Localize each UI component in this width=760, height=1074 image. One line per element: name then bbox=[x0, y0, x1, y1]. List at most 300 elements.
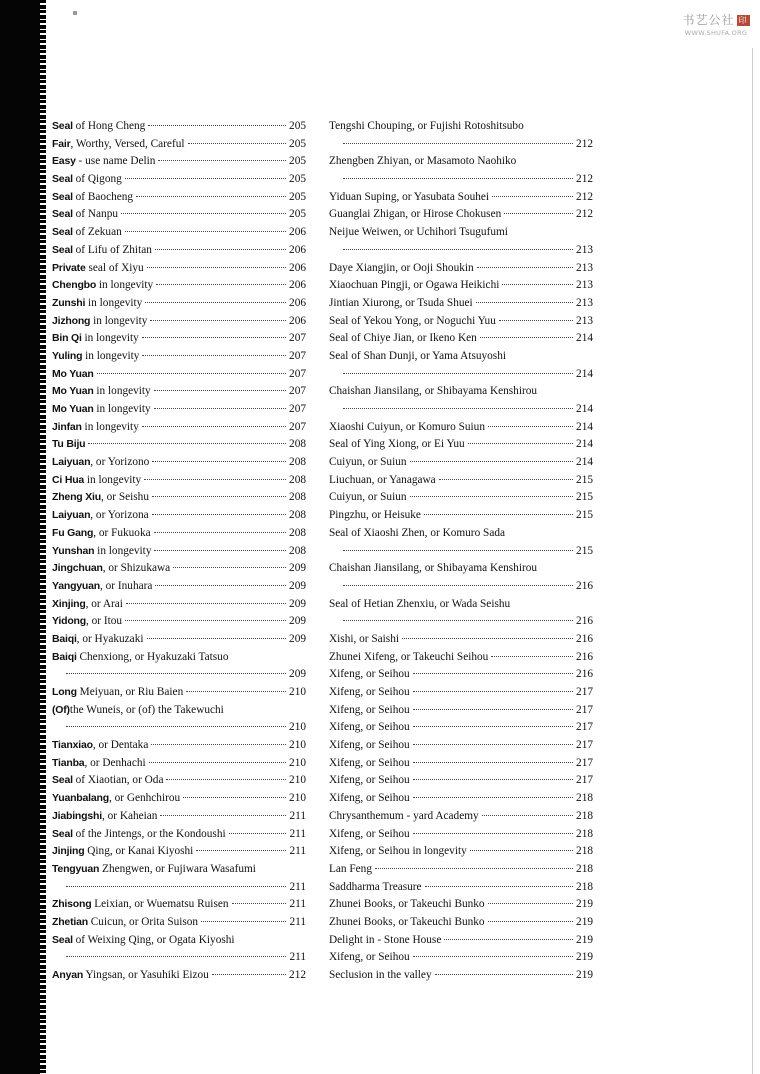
index-entry-rest: Chenxiong, or Hyakuzaki Tatsuo bbox=[76, 650, 229, 663]
index-entry-title bbox=[52, 808, 157, 826]
dot-leader bbox=[343, 408, 573, 409]
dot-leader bbox=[491, 656, 573, 657]
watermark-url: WWW.SHUFA.ORG bbox=[684, 29, 748, 37]
index-entry-title bbox=[52, 489, 149, 507]
index-entry-line bbox=[329, 224, 593, 242]
index-entry-line bbox=[329, 560, 593, 578]
dot-leader bbox=[343, 178, 573, 179]
index-entry-keyword: Seal bbox=[52, 120, 73, 132]
index-entry bbox=[52, 914, 306, 932]
index-entry-line bbox=[52, 808, 306, 826]
scan-edge bbox=[0, 0, 42, 1074]
page-number: 214 bbox=[576, 438, 593, 451]
index-entry-title: Saddharma Treasure bbox=[329, 880, 422, 893]
index-entry-title bbox=[52, 366, 94, 384]
index-entry bbox=[52, 507, 306, 525]
index-entry-title: Xifeng, or Seihou bbox=[329, 739, 410, 752]
dot-leader bbox=[121, 213, 286, 214]
index-entry bbox=[52, 932, 306, 967]
dot-leader bbox=[424, 514, 573, 515]
index-entry-title: Xifeng, or Seihou bbox=[329, 774, 410, 787]
index-entry bbox=[329, 932, 593, 950]
index-entry-title bbox=[52, 755, 146, 773]
page-number: 212 bbox=[576, 137, 593, 150]
index-entry bbox=[52, 348, 306, 366]
index-entry bbox=[52, 383, 306, 401]
index-entry-title bbox=[52, 914, 198, 932]
index-entry-title: Cuiyun, or Suiun bbox=[329, 456, 407, 469]
index-entry bbox=[329, 649, 593, 667]
dot-leader bbox=[154, 408, 286, 409]
index-entry bbox=[52, 224, 306, 242]
index-entry-rest: in longevity bbox=[81, 420, 139, 433]
page-number: 209 bbox=[289, 668, 306, 681]
index-entry bbox=[52, 489, 306, 507]
index-entry-line bbox=[329, 737, 593, 755]
index-entry-title bbox=[52, 224, 122, 242]
index-entry-line bbox=[52, 649, 306, 667]
dot-leader bbox=[482, 815, 573, 816]
index-entry-rest: , Worthy, Versed, Careful bbox=[70, 137, 185, 150]
dot-leader bbox=[160, 815, 286, 816]
dot-leader bbox=[343, 143, 573, 144]
index-entry-continuation bbox=[329, 543, 593, 561]
index-entry-title: Neijue Weiwen, or Uchihori Tsugufumi bbox=[329, 226, 508, 239]
page-number: 216 bbox=[576, 632, 593, 645]
page-number: 207 bbox=[289, 403, 306, 415]
index-entry-rest: Zhengwen, or Fujiwara Wasafumi bbox=[99, 862, 256, 875]
page-number: 210 bbox=[289, 756, 306, 769]
index-entry-rest: of Zekuan bbox=[72, 226, 122, 239]
dot-leader bbox=[155, 585, 286, 586]
index-entry bbox=[329, 330, 593, 348]
index-entry-line bbox=[52, 914, 306, 932]
index-entry-keyword: Laiyuan bbox=[52, 456, 91, 469]
page-number: 216 bbox=[576, 650, 593, 663]
index-entry-title: Jintian Xiurong, or Tsuda Shuei bbox=[329, 296, 473, 309]
index-entry-line bbox=[329, 684, 593, 702]
index-entry-continuation bbox=[52, 879, 306, 897]
dot-leader bbox=[343, 249, 573, 250]
index-entry-rest: , or Inuhara bbox=[100, 579, 153, 592]
index-entry bbox=[52, 330, 306, 348]
index-entry-line bbox=[52, 613, 306, 631]
index-entry-title: Daye Xiangjin, or Ooji Shoukin bbox=[329, 261, 474, 274]
index-entry-title bbox=[52, 118, 145, 136]
index-entry-title bbox=[52, 401, 151, 419]
page-number: 205 bbox=[289, 137, 306, 150]
index-entry-line bbox=[329, 772, 593, 790]
index-entry-title bbox=[52, 861, 256, 879]
index-entry-line bbox=[52, 224, 306, 242]
index-entry-line bbox=[329, 525, 593, 543]
index-entry-line bbox=[52, 932, 306, 950]
dot-leader bbox=[183, 797, 286, 798]
page-number: 217 bbox=[576, 756, 593, 769]
dot-leader bbox=[413, 709, 573, 710]
page-number: 205 bbox=[289, 155, 306, 168]
index-entry bbox=[52, 613, 306, 631]
index-entry-title: Zhunei Books, or Takeuchi Bunko bbox=[329, 898, 485, 911]
index-entry-line bbox=[52, 525, 306, 543]
page-number: 213 bbox=[576, 261, 593, 274]
page-number: 214 bbox=[576, 456, 593, 469]
index-entry-line bbox=[52, 896, 306, 914]
index-entry-continuation bbox=[52, 949, 306, 967]
index-entry-title: Xifeng, or Seihou bbox=[329, 951, 410, 964]
index-entry-line bbox=[329, 826, 593, 844]
page-number: 206 bbox=[289, 226, 306, 239]
index-entry-title: Xiaoshi Cuiyun, or Komuro Suiun bbox=[329, 420, 485, 433]
dot-leader bbox=[66, 886, 286, 887]
index-entry-title bbox=[52, 330, 139, 348]
page-number: 217 bbox=[576, 686, 593, 698]
page-number: 218 bbox=[576, 827, 593, 840]
page-number: 216 bbox=[576, 579, 593, 592]
index-entry-keyword: Mo Yuan bbox=[52, 403, 94, 415]
index-entry-line bbox=[329, 436, 593, 454]
index-entry bbox=[52, 401, 306, 419]
index-entry-line bbox=[329, 596, 593, 614]
page-number: 207 bbox=[289, 367, 306, 380]
page-number: 205 bbox=[289, 208, 306, 221]
dot-leader bbox=[468, 443, 573, 444]
index-entry-continuation bbox=[329, 578, 593, 596]
index-entry bbox=[329, 737, 593, 755]
dot-leader bbox=[413, 797, 573, 798]
index-entry-rest: , or Itou bbox=[86, 615, 123, 628]
index-entry-line bbox=[329, 702, 593, 720]
index-entry-line bbox=[329, 666, 593, 684]
dot-leader bbox=[147, 267, 286, 268]
index-entry-keyword: Zhetian bbox=[52, 915, 88, 928]
index-entry-keyword: Seal bbox=[52, 827, 73, 840]
page-number: 214 bbox=[576, 403, 593, 415]
index-entry-line bbox=[329, 118, 593, 136]
page-number: 210 bbox=[289, 721, 306, 734]
index-entry-title bbox=[52, 932, 235, 950]
dot-leader bbox=[492, 196, 573, 197]
index-entry-line bbox=[52, 419, 306, 437]
index-entry-line bbox=[52, 843, 306, 861]
index-entry-rest: of Qigong bbox=[72, 173, 122, 186]
index-entry-title bbox=[52, 419, 139, 437]
page-number: 215 bbox=[576, 509, 593, 522]
index-entry-line bbox=[52, 454, 306, 472]
index-entry-title bbox=[52, 507, 149, 525]
index-entry bbox=[329, 949, 593, 967]
index-entry-line bbox=[329, 843, 593, 861]
index-entry-rest: , or Arai bbox=[85, 597, 123, 610]
index-entry-title: Seal of Hetian Zhenxiu, or Wada Seishu bbox=[329, 597, 511, 610]
dot-leader bbox=[158, 160, 286, 161]
index-entry bbox=[329, 118, 593, 153]
page-number: 218 bbox=[576, 862, 593, 875]
index-entry-title bbox=[52, 313, 147, 331]
index-entry bbox=[52, 755, 306, 773]
index-entry bbox=[329, 560, 593, 595]
index-entry-keyword: Long bbox=[52, 686, 77, 698]
index-entry-line bbox=[329, 949, 593, 967]
index-entry-title bbox=[52, 383, 151, 401]
index-entry-line bbox=[52, 118, 306, 136]
dot-leader bbox=[66, 956, 286, 957]
index-entry-line bbox=[52, 472, 306, 490]
page-number: 217 bbox=[576, 739, 593, 752]
index-entry-line bbox=[52, 171, 306, 189]
dot-leader bbox=[97, 373, 286, 374]
dot-leader bbox=[413, 762, 573, 763]
index-entry-line bbox=[52, 313, 306, 331]
index-entry-keyword: Mo Yuan bbox=[52, 367, 94, 380]
index-entry-keyword: Zunshi bbox=[52, 296, 86, 309]
dot-leader bbox=[152, 461, 286, 462]
dot-leader bbox=[343, 585, 573, 586]
index-entry-line bbox=[329, 330, 593, 348]
page-number: 206 bbox=[289, 314, 306, 327]
dot-leader bbox=[125, 231, 286, 232]
index-entry bbox=[52, 260, 306, 278]
index-entry-title bbox=[52, 702, 224, 720]
index-entry-title bbox=[52, 543, 151, 561]
index-entry-keyword: Tianba bbox=[52, 756, 85, 769]
index-entry-line bbox=[52, 578, 306, 596]
dot-leader bbox=[375, 868, 573, 869]
index-entry-title bbox=[52, 295, 142, 313]
index-entry bbox=[329, 967, 593, 985]
index-entry-title: Xifeng, or Seihou bbox=[329, 668, 410, 681]
index-entry-title: Zhengben Zhiyan, or Masamoto Naohiko bbox=[329, 155, 517, 168]
scan-speck bbox=[73, 11, 77, 15]
page-number: 207 bbox=[289, 420, 306, 433]
index-entry-title: Seal of Shan Dunji, or Yama Atsuyoshi bbox=[329, 349, 506, 362]
index-entry-title: Xifeng, or Seihou bbox=[329, 827, 410, 840]
index-entry-keyword: Jinfan bbox=[52, 420, 82, 433]
page-edge-rule bbox=[752, 48, 753, 1074]
index-entry bbox=[52, 843, 306, 861]
index-entry-keyword: Seal bbox=[52, 774, 73, 787]
index-entry-title: Seclusion in the valley bbox=[329, 969, 432, 981]
index-entry-keyword: Private bbox=[52, 261, 86, 274]
index-entry-line bbox=[329, 861, 593, 879]
page-number: 209 bbox=[289, 597, 306, 610]
page-number: 218 bbox=[576, 792, 593, 805]
index-entry bbox=[329, 702, 593, 720]
dot-leader bbox=[413, 956, 573, 957]
index-entry-title: Seal of Chiye Jian, or Ikeno Ken bbox=[329, 332, 477, 345]
dot-leader bbox=[66, 726, 286, 727]
index-entry-keyword: Jinjing bbox=[52, 845, 85, 858]
index-entry-line bbox=[329, 507, 593, 525]
dot-leader bbox=[343, 620, 573, 621]
page-number: 214 bbox=[576, 332, 593, 345]
index-entry bbox=[329, 525, 593, 560]
index-entry bbox=[329, 684, 593, 702]
dot-leader bbox=[136, 196, 286, 197]
index-entry-keyword: Mo Yuan bbox=[52, 385, 94, 398]
index-entry-keyword: Jiabingshi bbox=[52, 809, 102, 822]
page-number: 217 bbox=[576, 721, 593, 734]
index-entry-rest: of Weixing Qing, or Ogata Kiyoshi bbox=[72, 933, 235, 946]
index-entry-keyword: Tianxiao bbox=[52, 739, 93, 752]
index-entry-title bbox=[52, 260, 144, 278]
index-entry-line bbox=[329, 896, 593, 914]
page-number: 211 bbox=[289, 915, 306, 928]
index-entry-title: Xifeng, or Seihou bbox=[329, 686, 410, 698]
index-entry bbox=[52, 153, 306, 171]
index-entry bbox=[52, 631, 306, 649]
index-entry-keyword: Seal bbox=[52, 173, 73, 186]
index-entry bbox=[52, 702, 306, 737]
index-entry-line bbox=[329, 260, 593, 278]
index-entry-line bbox=[329, 914, 593, 932]
index-entry-line bbox=[52, 489, 306, 507]
index-entry-title: Xifeng, or Seihou bbox=[329, 703, 410, 716]
dot-leader bbox=[151, 744, 286, 745]
index-entry-continuation bbox=[52, 666, 306, 684]
dot-leader bbox=[188, 143, 287, 144]
index-entry-title: Chrysanthemum - yard Academy bbox=[329, 809, 479, 822]
index-entry-title: Xiaochuan Pingji, or Ogawa Heikichi bbox=[329, 279, 500, 292]
index-entry bbox=[52, 684, 306, 702]
dot-leader bbox=[166, 779, 286, 780]
page-number: 208 bbox=[289, 544, 306, 557]
index-entry-line bbox=[52, 277, 306, 295]
index-entry-keyword: Tu Biju bbox=[52, 438, 86, 451]
index-entry-line bbox=[329, 189, 593, 207]
index-entry-title bbox=[52, 525, 151, 543]
index-entry-rest: in longevity bbox=[85, 296, 143, 309]
page-number: 208 bbox=[289, 526, 306, 539]
index-entry bbox=[329, 277, 593, 295]
page-number: 206 bbox=[289, 296, 306, 309]
index-entry-rest: of Hong Cheng bbox=[72, 120, 146, 132]
dot-leader bbox=[488, 903, 573, 904]
index-entry-title: Seal of Yekou Yong, or Noguchi Yuu bbox=[329, 314, 496, 327]
index-entry bbox=[329, 826, 593, 844]
index-entry-line bbox=[52, 861, 306, 879]
dot-leader bbox=[413, 744, 573, 745]
dot-leader bbox=[502, 284, 573, 285]
index-entry-rest: , or Shizukawa bbox=[102, 562, 171, 575]
page-number: 207 bbox=[289, 385, 306, 398]
index-entry bbox=[52, 737, 306, 755]
page-number: 212 bbox=[576, 173, 593, 186]
index-entry-rest: , or Yorizono bbox=[90, 456, 150, 469]
index-entry-rest: , or Seishu bbox=[100, 491, 149, 504]
index-entry-line bbox=[52, 330, 306, 348]
dot-leader bbox=[488, 921, 573, 922]
page-number: 209 bbox=[289, 562, 306, 575]
index-entry-line bbox=[329, 206, 593, 224]
index-entry-line bbox=[329, 489, 593, 507]
dot-leader bbox=[150, 320, 286, 321]
dot-leader bbox=[154, 532, 286, 533]
dot-leader bbox=[410, 461, 574, 462]
index-entry-line bbox=[52, 295, 306, 313]
index-entry-title bbox=[52, 153, 155, 171]
index-entry-title: Seal of Xiaoshi Zhen, or Komuro Sada bbox=[329, 526, 506, 539]
index-entry-continuation bbox=[329, 171, 593, 189]
page-number: 212 bbox=[576, 190, 593, 203]
index-entry-line bbox=[52, 260, 306, 278]
index-entry-rest: - use name Delin bbox=[75, 155, 156, 168]
index-entry-keyword: Jizhong bbox=[52, 314, 91, 327]
index-entry-title: Tengshi Chouping, or Fujishi Rotoshitsubo bbox=[329, 120, 524, 132]
page-number: 211 bbox=[289, 809, 306, 822]
index-entry bbox=[329, 436, 593, 454]
index-entry-rest: the Wuneis, or (of) the Takewuchi bbox=[69, 703, 224, 716]
index-entry-title: Chaishan Jiansilang, or Shibayama Kenshirou bbox=[329, 385, 538, 398]
dot-leader bbox=[152, 496, 286, 497]
index-entry-title bbox=[52, 136, 185, 154]
dot-leader bbox=[142, 426, 286, 427]
dot-leader bbox=[201, 921, 286, 922]
index-entry-rest: Leixian, or Wuematsu Ruisen bbox=[91, 898, 229, 911]
index-entry-title: Xishi, or Saishi bbox=[329, 632, 399, 645]
index-entry-title: Cuiyun, or Suiun bbox=[329, 491, 407, 504]
page-number: 215 bbox=[576, 544, 593, 557]
index-entry-keyword: Laiyuan bbox=[52, 509, 91, 522]
index-entry-keyword: Seal bbox=[52, 208, 73, 221]
index-entry bbox=[329, 719, 593, 737]
index-entry-rest: , or Dentaka bbox=[92, 739, 149, 752]
dot-leader bbox=[480, 337, 573, 338]
page-number: 212 bbox=[289, 969, 306, 981]
index-entry-rest: in longevity bbox=[90, 314, 148, 327]
index-entry-rest: of Lifu of Zhitan bbox=[72, 243, 152, 256]
index-entry-title: Seal of Ying Xiong, or Ei Yuu bbox=[329, 438, 465, 451]
page-number: 212 bbox=[576, 208, 593, 221]
index-entry-line bbox=[52, 507, 306, 525]
dot-leader bbox=[477, 267, 573, 268]
index-entry-line bbox=[52, 189, 306, 207]
index-entry-keyword: Seal bbox=[52, 190, 73, 203]
page-number: 213 bbox=[576, 243, 593, 256]
index-entry-title: Xifeng, or Seihou bbox=[329, 721, 410, 734]
dot-leader bbox=[125, 178, 286, 179]
dot-leader bbox=[88, 443, 286, 444]
dot-leader bbox=[343, 373, 573, 374]
index-entry bbox=[52, 560, 306, 578]
index-entry bbox=[329, 666, 593, 684]
page-number: 216 bbox=[576, 615, 593, 628]
index-entry-keyword: Tengyuan bbox=[52, 862, 100, 875]
index-entry-title bbox=[52, 826, 226, 844]
index-entry bbox=[329, 879, 593, 897]
page-number: 219 bbox=[576, 898, 593, 911]
index-entry-line bbox=[52, 684, 306, 702]
index-entry-line bbox=[329, 879, 593, 897]
index-entry bbox=[52, 277, 306, 295]
index-entry-keyword: Yidong bbox=[52, 615, 86, 628]
page-number: 219 bbox=[576, 933, 593, 946]
index-entry-line bbox=[329, 348, 593, 366]
index-entry-rest: , or Kaheian bbox=[101, 809, 158, 822]
page-number: 205 bbox=[289, 173, 306, 186]
seal-stamp-icon: 印 bbox=[738, 16, 748, 25]
index-entry-rest: , or Fukuoka bbox=[93, 526, 151, 539]
index-entry-line bbox=[52, 702, 306, 720]
index-entry-title bbox=[52, 277, 153, 295]
dot-leader bbox=[413, 779, 573, 780]
index-entry bbox=[52, 242, 306, 260]
index-entry bbox=[329, 808, 593, 826]
index-entry bbox=[52, 649, 306, 684]
index-entry-title bbox=[52, 967, 209, 985]
index-entry-title bbox=[52, 454, 149, 472]
index-entry bbox=[329, 472, 593, 490]
